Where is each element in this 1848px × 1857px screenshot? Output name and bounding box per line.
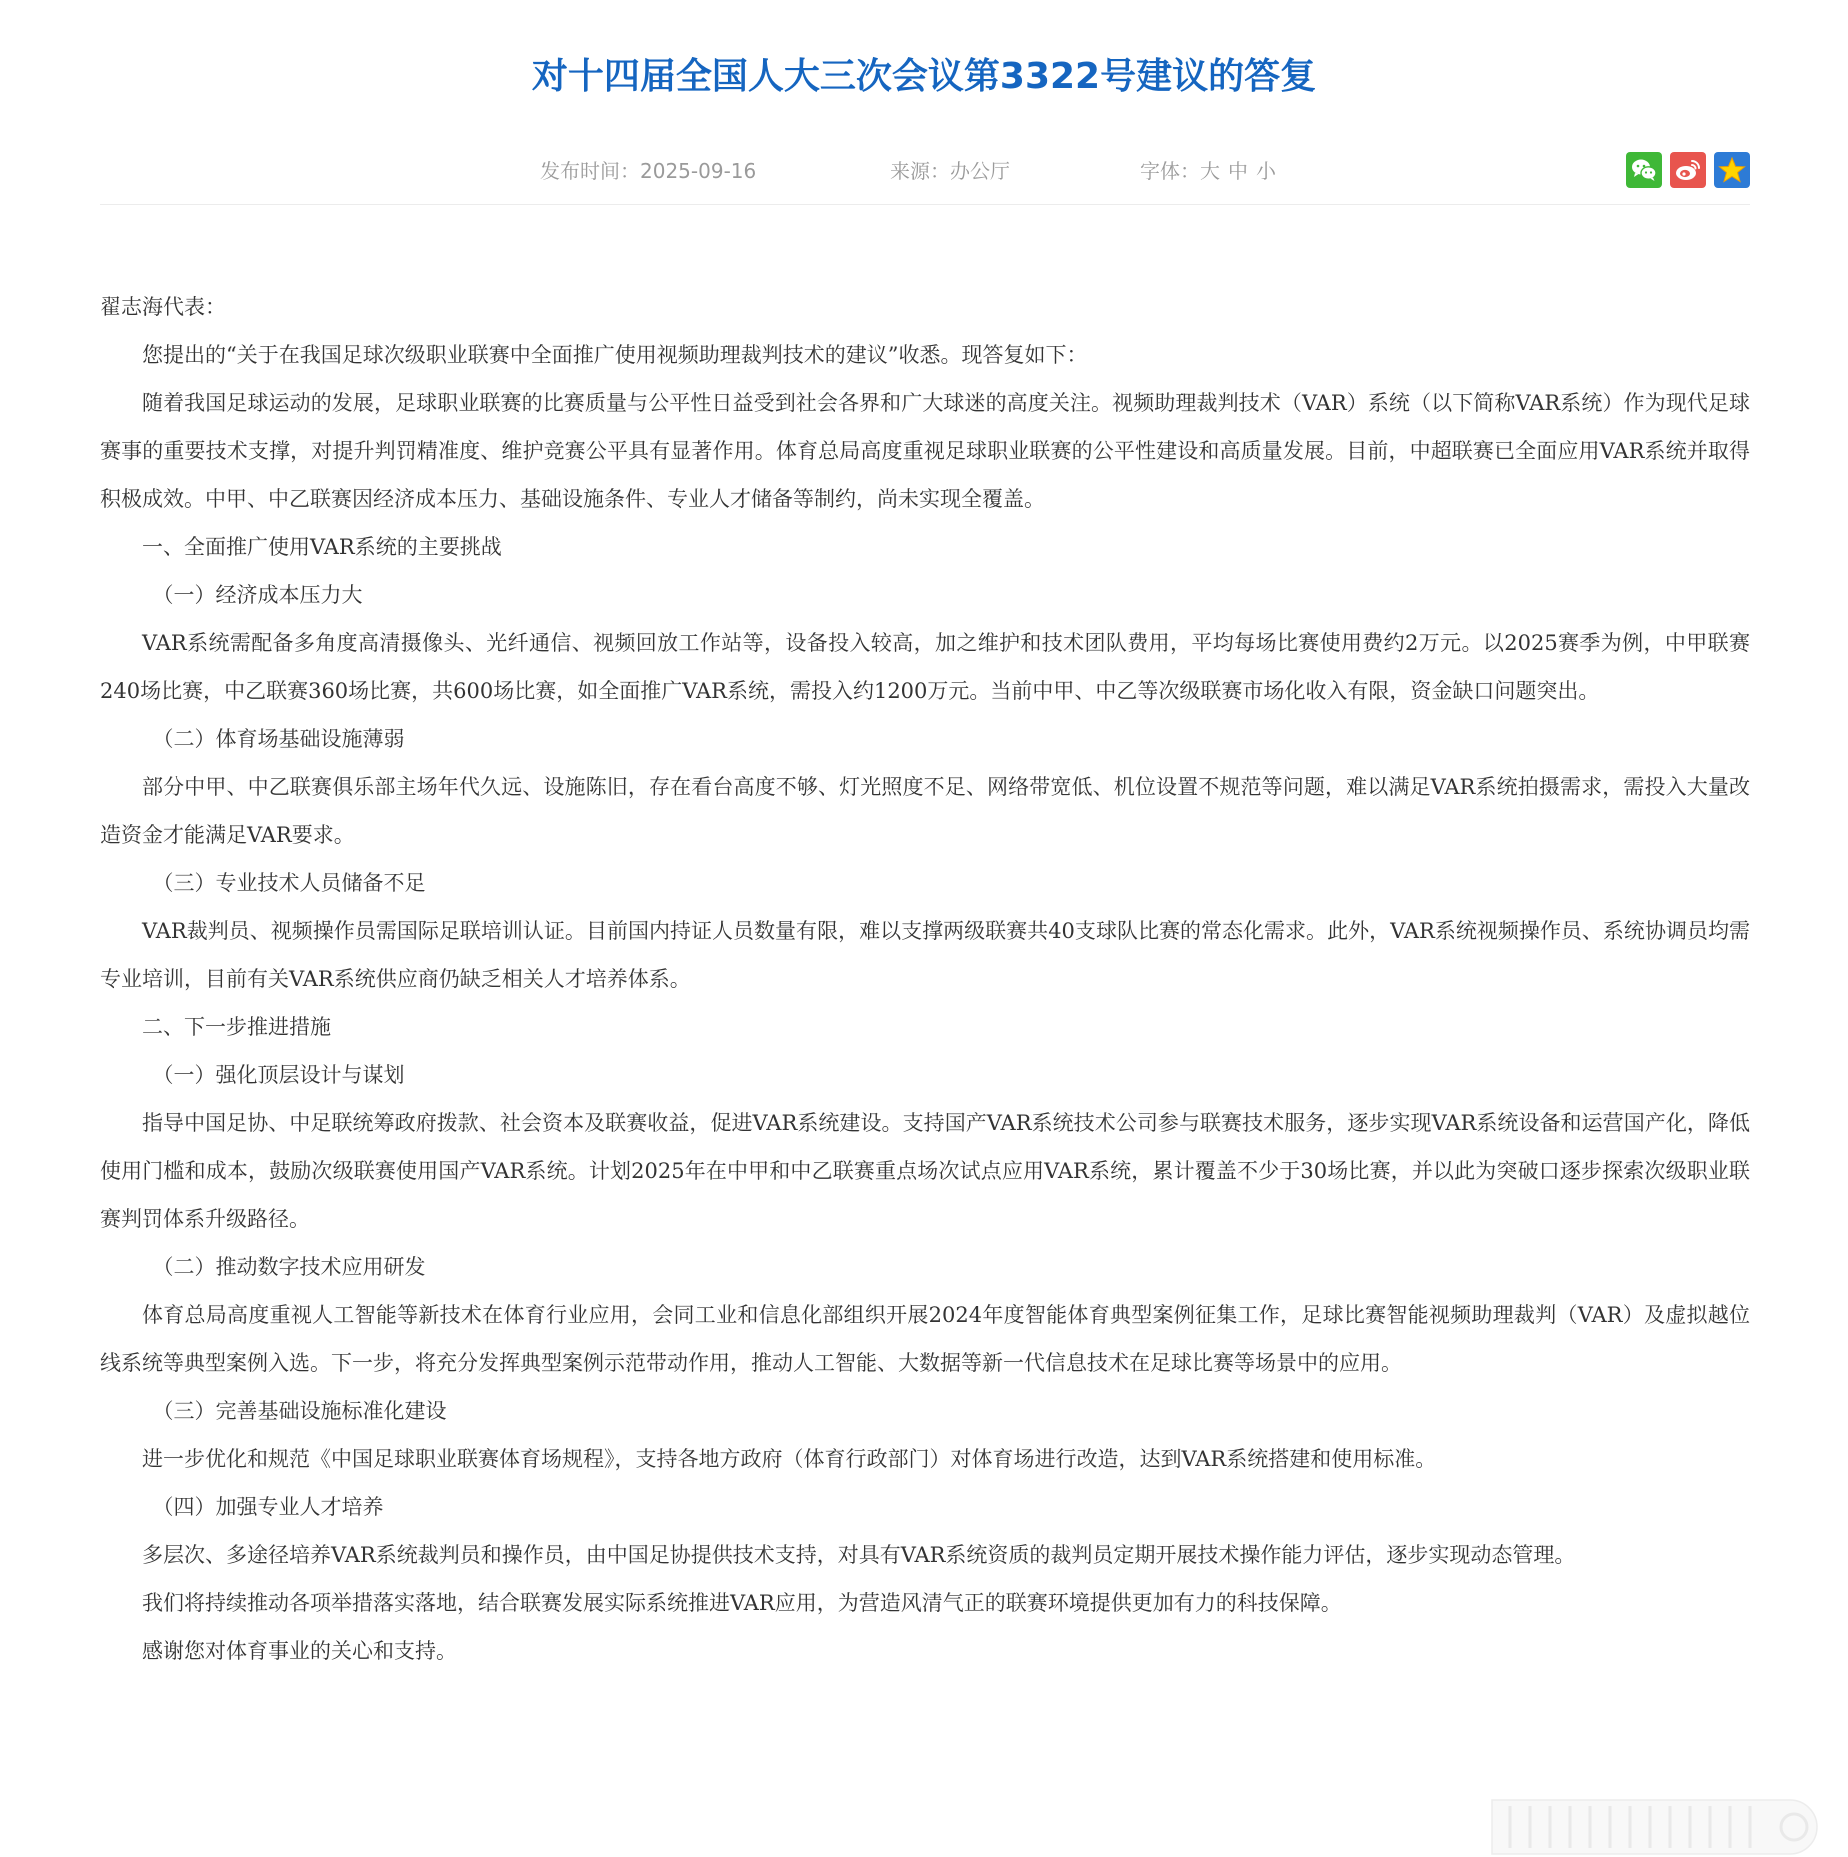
subsection-heading: （三）专业技术人员储备不足 [152,871,426,895]
paragraph: 指导中国足协、中足联统筹政府拨款、社会资本及联赛收益，促进VAR系统建设。支持国产VAR系统技术公司参与联赛技术服务，逐步实现VAR系统设备和运营国产化，降低使用门槛和成本，鼓励次级联赛使用国产VAR系统。计划2025年在中甲和中乙联赛重点场次试点应用VAR系统，累计覆盖不少于30场比赛，并以此为突破口逐步探索次级职业联赛判罚体系升级路径。 [100,1111,1750,1231]
article-body [100,283,1750,1675]
font-size-control [1140,156,1284,186]
section-heading: 一、全面推广使用VAR系统的主要挑战 [142,535,502,559]
font-size-large-button[interactable]: 大 [1200,159,1220,183]
paragraph: 您提出的“关于在我国足球次级职业联赛中全面推广使用视频助理裁判技术的建议”收悉。现答复如下： [142,343,1088,367]
article-meta-bar [100,148,1750,205]
paragraph: 随着我国足球运动的发展，足球职业联赛的比赛质量与公平性日益受到社会各界和广大球迷的高度关注。视频助理裁判技术（VAR）系统（以下简称VAR系统）作为现代足球赛事的重要技术支撑，对提升判罚精准度、维护竞赛公平具有显著作用。体育总局高度重视足球职业联赛的公平性建设和高质量发展。目前，中超联赛已全面应用VAR系统并取得积极成效。中甲、中乙联赛因经济成本压力、基础设施条件、专业人才储备等制约，尚未实现全覆盖。 [100,391,1750,511]
share-toolbar [1626,152,1750,188]
subsection-heading: （二）推动数字技术应用研发 [152,1255,426,1279]
share-wechat-button[interactable] [1626,152,1662,188]
paragraph: 部分中甲、中乙联赛俱乐部主场年代久远、设施陈旧，存在看台高度不够、灯光照度不足、网络带宽低、机位设置不规范等问题，难以满足VAR系统拍摄需求，需投入大量改造资金才能满足VAR要求。 [100,775,1750,847]
paragraph: VAR裁判员、视频操作员需国际足联培训认证。目前国内持证人员数量有限，难以支撑两级联赛共40支球队比赛的常态化需求。此外，VAR系统视频操作员、系统协调员均需专业培训，目前有关VAR系统供应商仍缺乏相关人才培养体系。 [100,919,1750,991]
paragraph: 体育总局高度重视人工智能等新技术在体育行业应用，会同工业和信息化部组织开展2024年度智能体育典型案例征集工作，足球比赛智能视频助理裁判（VAR）及虚拟越位线系统等典型案例入选。下一步，将充分发挥典型案例示范带动作用，推动人工智能、大数据等新一代信息技术在足球比赛等场景中的应用。 [100,1303,1750,1375]
section-heading: 二、下一步推进措施 [142,1015,331,1039]
subsection-heading: （三）完善基础设施标准化建设 [152,1399,447,1423]
paragraph: 我们将持续推动各项举措落实落地，结合联赛发展实际系统推进VAR应用，为营造风清气正的联赛环境提供更加有力的科技保障。 [142,1591,1342,1615]
publish-date-value: 2025-09-16 [640,159,757,183]
font-size-label: 字体： [1140,159,1200,183]
font-size-small-button[interactable]: 小 [1256,159,1276,183]
subsection-heading: （四）加强专业人才培养 [152,1495,384,1519]
source-value: 办公厅 [950,159,1010,183]
share-weibo-button[interactable] [1670,152,1706,188]
weibo-icon [1674,157,1702,183]
star-icon [1718,156,1746,184]
paragraph: 多层次、多途径培养VAR系统裁判员和操作员，由中国足协提供技术支持，对具有VAR系统资质的裁判员定期开展技术操作能力评估，逐步实现动态管理。 [142,1543,1576,1567]
page-title: 对十四届全国人大三次会议第3322号建议的答复 [531,56,1317,98]
share-favorite-button[interactable] [1714,152,1750,188]
paragraph: 进一步优化和规范《中国足球职业联赛体育场规程》，支持各地方政府（体育行政部门）对体育场进行改造，达到VAR系统搭建和使用标准。 [142,1447,1437,1471]
salutation: 翟志海代表： [100,295,226,319]
wechat-icon [1630,157,1658,183]
scroll-handle-icon[interactable] [1490,1798,1830,1856]
closing-paragraph: 感谢您对体育事业的关心和支持。 [142,1639,457,1663]
publish-date [540,156,756,186]
article-source [890,156,1010,186]
publish-date-label: 发布时间： [540,159,640,183]
paragraph: VAR系统需配备多角度高清摄像头、光纤通信、视频回放工作站等，设备投入较高，加之维护和技术团队费用，平均每场比赛使用费约2万元。以2025赛季为例，中甲联赛240场比赛，中乙联赛360场比赛，共600场比赛，如全面推广VAR系统，需投入约1200万元。当前中甲、中乙等次级联赛市场化收入有限，资金缺口问题突出。 [100,631,1750,703]
source-label: 来源： [890,159,950,183]
font-size-medium-button[interactable]: 中 [1228,159,1248,183]
subsection-heading: （一）经济成本压力大 [152,583,363,607]
subsection-heading: （一）强化顶层设计与谋划 [152,1063,405,1087]
subsection-heading: （二）体育场基础设施薄弱 [152,727,405,751]
